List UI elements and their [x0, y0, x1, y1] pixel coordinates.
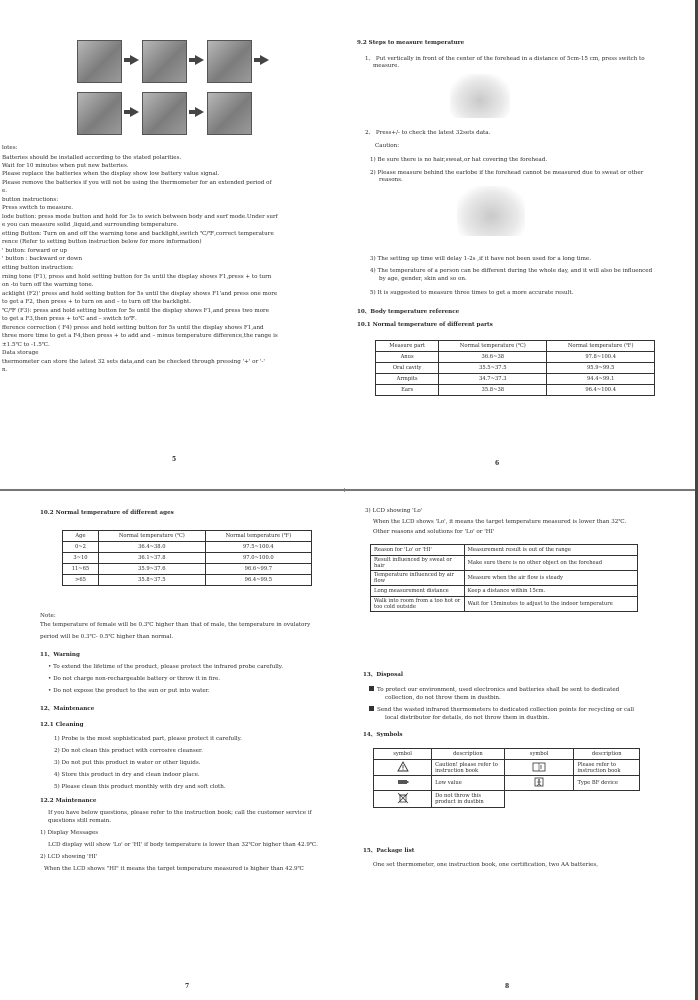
- maintenance-text: LCD display will show 'Lo' or 'HI' if body temperature is lower than 32℃or higher than 42.9℃.: [48, 842, 318, 848]
- step-text: 2、 Press+/- to check the latest 32sets data.: [365, 130, 491, 136]
- table-cell: 35.8~38: [439, 385, 547, 396]
- warning-item: • To extend the lifetime of the product, please protect the infrared probe carefully.: [48, 664, 283, 670]
- table-row: [371, 545, 638, 556]
- spread-separator: [0, 489, 698, 491]
- caution-item: reasons.: [379, 177, 403, 183]
- lo-text: When the LCD shows 'Lo', it means the target temperature measured is lower than 32℃.: [373, 519, 627, 525]
- disposal-item: Send the wasted infrared thermometers to dedicated collection points for recycling or call: [369, 706, 634, 714]
- maintenance-text: If you have below questions, please refer to the instruction book; call the customer service if: [48, 810, 312, 816]
- page-8: [345, 492, 698, 1000]
- lo-hi-reasons-table: [370, 544, 638, 612]
- warning-item: • Do not expose the product to the sun or put into water.: [48, 688, 210, 694]
- table-cell: 94.4~99.1: [547, 374, 655, 385]
- maintenance-text: 2) LCD showing 'HI': [40, 854, 98, 860]
- bf-device-icon: [504, 776, 574, 791]
- table-row: [371, 586, 638, 597]
- battery-step-photo-5: [142, 92, 187, 135]
- battery-step-photo-4: [77, 92, 122, 135]
- table-header: Normal temperature (℃): [98, 531, 205, 542]
- earlobe-measure-illustration: [457, 186, 525, 236]
- sym-description: Do not throw this product in dustbin: [432, 791, 505, 808]
- table-cell: 11~65: [63, 564, 99, 575]
- manual-line: Press switch to measure.: [2, 205, 74, 211]
- table-cell: Measure when the air flow is steady: [464, 571, 637, 586]
- caution-item: 1) Be sure there is no hair,sweat,or hat covering the forehead.: [370, 157, 548, 163]
- page-number: 5: [172, 456, 177, 463]
- instruction-book-icon: [504, 760, 574, 776]
- arrow-right-icon: [195, 107, 204, 117]
- caution-item: 4) The temperature of a person can be different during the whole day, and it will also be influenced: [370, 268, 653, 274]
- manual-line: e you can measure solid ,liquid,and surrounding temperature.: [2, 222, 179, 228]
- table-row: [376, 374, 655, 385]
- table-cell: Wait for 15minutes to adjust to the indoor temperature: [464, 597, 637, 612]
- table-cell: Anus: [376, 352, 439, 363]
- package-list: One set thermometer, one instruction book, one certification, two AA batteries。: [373, 862, 602, 868]
- table-cell: 97.0~100.0: [205, 553, 311, 564]
- manual-line: Please replace the batteries when the display show low battery value signal.: [2, 171, 220, 177]
- arrow-right-icon: [260, 55, 269, 65]
- table-cell: 36.6~38: [439, 352, 547, 363]
- caution-item: 2) Please measure behind the earlobe if the forehead cannot be measured due to sweat or other: [370, 170, 644, 176]
- sym-header: description: [432, 749, 505, 760]
- sym-header: description: [574, 749, 640, 760]
- maintenance-text: When the LCD shows "HI" it means the target temperature measured is higher than 42.9℃: [44, 866, 304, 872]
- manual-line: Data storage: [2, 350, 39, 356]
- table-cell: Make sure there is no other object on the forehead: [464, 556, 637, 571]
- table-cell: 97.8~100.4: [547, 352, 655, 363]
- table-cell: 96.4~100.4: [547, 385, 655, 396]
- manual-line: Wait for 10 minutes when put new batteries.: [2, 163, 129, 169]
- table-cell: 35.5~37.5: [439, 363, 547, 374]
- table-header: Normal temperature (℉): [547, 341, 655, 352]
- cleaning-item: 4) Store this product in dry and clean indoor place.: [54, 772, 200, 778]
- table-row: [376, 352, 655, 363]
- caution-item: 5) It is suggested to measure three times to get a more accurate result.: [370, 290, 574, 296]
- sym-header: symbol: [374, 749, 432, 760]
- manual-line: ℃/℉ (F3): press and hold setting button for 5s until the display shows F1,and press two more: [2, 308, 270, 314]
- battery-step-photo-3: [207, 40, 252, 83]
- table-cell: Temperature influenced by air flow: [371, 571, 465, 586]
- table-cell: 35.8~37.5: [98, 575, 205, 586]
- age-temperature-table: [62, 530, 312, 586]
- manual-line: button instructions:: [2, 197, 59, 203]
- section-heading: 12.2 Maintenance: [40, 798, 97, 804]
- table-cell: Ears: [376, 385, 439, 396]
- table-cell: 96.4~99.5: [205, 575, 311, 586]
- note-text: period will be 0.3℃- 0.5℃ higher than normal.: [40, 634, 174, 640]
- sym-description: Please refer to instruction book: [574, 760, 640, 776]
- sym-header: symbol: [504, 749, 574, 760]
- table-cell: Result influenced by sweat or hair: [371, 556, 465, 571]
- table-header: Normal temperature (℃): [439, 341, 547, 352]
- table-cell: Long measurement distance: [371, 586, 465, 597]
- caution-item: 3) The setting up time will delay 1-2s ,if it have not been used for a long time.: [370, 256, 591, 262]
- page-5: [0, 0, 345, 488]
- disposal-item: local distributor for details, do not throw them in dustbin.: [385, 715, 550, 721]
- lo-text: Other reasons and solutions for 'Lo' or 'HI': [373, 529, 495, 535]
- table-cell: Keep a distance within 15cm.: [464, 586, 637, 597]
- table-row: [63, 575, 312, 586]
- caution-triangle-icon: [374, 760, 432, 776]
- table-header: Age: [63, 531, 99, 542]
- section-heading: 10.2 Normal temperature of different ages: [40, 510, 174, 516]
- sym-description: Caution! please refer to instruction book: [432, 760, 505, 776]
- table-row: [63, 542, 312, 553]
- page-number: 7: [185, 983, 190, 990]
- manual-line: etting Button: Turn on and off the warning tone and backlight,switch ℃/℉,correct temperature: [2, 231, 274, 237]
- page-7: [0, 492, 345, 1000]
- manual-line: Batteries should be installed according to the stated polarities.: [2, 155, 182, 161]
- manual-line: lotes:: [2, 145, 18, 151]
- cleaning-item: 5) Please clean this product monthly with dry and soft cloth.: [54, 784, 226, 790]
- table-cell: 36.1~37.8: [98, 553, 205, 564]
- manual-line: rning tone (F1), press and hold setting button for 5s until the display shows F1,press + to turn: [2, 274, 272, 280]
- table-header: Measure part: [376, 341, 439, 352]
- symbols-table: [373, 748, 640, 808]
- low-battery-icon: [374, 776, 432, 791]
- warning-item: • Do not charge non-rechargeable battery or throw it in fire.: [48, 676, 221, 682]
- manual-line: ' button : backward or down: [2, 256, 83, 262]
- section-heading: 10、Body temperature reference: [357, 309, 460, 315]
- table-cell: 0~2: [63, 542, 99, 553]
- arrow-right-icon: [195, 55, 204, 65]
- note-text: The temperature of female will be 0.3℃ higher than that of male, the temperature in ovulatory: [40, 622, 311, 628]
- section-heading: 12、Maintenance: [40, 706, 95, 712]
- table-cell: 34.7~37.3: [439, 374, 547, 385]
- section-heading: 11、Warning: [40, 652, 80, 658]
- manual-line: to get a F2, then press + to turn on and – to turn off the backlight.: [2, 299, 192, 305]
- manual-line: etting button instruction:: [2, 265, 74, 271]
- manual-line: on -to turn off the warning tone.: [2, 282, 94, 288]
- battery-step-photo-2: [142, 40, 187, 83]
- manual-line: rence (Refer to setting button instruction below for more information): [2, 239, 202, 245]
- manual-line: e.: [2, 188, 8, 194]
- table-row: [376, 363, 655, 374]
- step-text: 1、 Put vertically in front of the center of the forehead in a distance of 5cm-15 cm, press switch to: [365, 56, 645, 62]
- caution-label: Caution:: [375, 143, 400, 149]
- disposal-item: collection, do not throw them in dustbin.: [385, 695, 501, 701]
- table-row: [371, 597, 638, 612]
- table-cell: 36.4~38.0: [98, 542, 205, 553]
- section-heading: 15、Package list: [363, 848, 415, 854]
- arrow-right-icon: [130, 107, 139, 117]
- caution-item: by age, gender, skin and so on.: [379, 276, 467, 282]
- table-cell: Oral cavity: [376, 363, 439, 374]
- section-heading: 12.1 Cleaning: [40, 722, 84, 728]
- section-heading: 14、Symbols: [363, 732, 403, 738]
- forehead-measure-illustration: [450, 74, 510, 118]
- lo-title: 3) LCD showing 'Lo': [365, 508, 423, 514]
- sym-description: Type BF device: [574, 776, 640, 791]
- table-row: [371, 571, 638, 586]
- step-text: measure.: [373, 63, 400, 69]
- manual-line: thermometer can store the latest 32 sets data,and can be checked through pressing '+' or '-': [2, 359, 265, 365]
- crossed-bin-icon: [374, 791, 432, 808]
- table-cell: >65: [63, 575, 99, 586]
- page-6: [345, 0, 698, 488]
- manual-line: to get a F3,then press + to℃ and – switch to℉.: [2, 316, 137, 322]
- cleaning-item: 1) Probe is the most sophisticated part, please protect it carefully.: [54, 736, 242, 742]
- arrow-right-icon: [130, 55, 139, 65]
- battery-step-photo-6: [207, 92, 252, 135]
- maintenance-text: 1) Display Messages: [40, 830, 99, 836]
- section-heading: 9.2 Steps to measure temperature: [357, 40, 465, 46]
- manual-line: n.: [2, 367, 8, 373]
- cleaning-item: 2) Do not clean this product with corrosive cleanser.: [54, 748, 203, 754]
- note-label: Note:: [40, 613, 56, 619]
- table-cell: Measurement result is out of the range: [464, 545, 637, 556]
- table-row: [63, 564, 312, 575]
- table-row: [63, 553, 312, 564]
- section-heading: 10.1 Normal temperature of different parts: [357, 322, 493, 328]
- page-number: 6: [495, 460, 500, 467]
- table-cell: 3~10: [63, 553, 99, 564]
- table-row: [371, 556, 638, 571]
- manual-line: fference correction ( F4) press and hold setting button for 5s until the display shows F1,and: [2, 325, 264, 331]
- manual-line: three more time to get a F4,then press + to add and – minus temperature difference,the range is: [2, 333, 278, 339]
- manual-line: Please remove the batteries if you will not be using the thermometer for an extended period of: [2, 180, 272, 186]
- sym-description: Low value: [432, 776, 505, 791]
- manual-line: ±1.5℃ to -1.5℃.: [2, 342, 50, 348]
- table-cell: Reason for 'Lo' or 'HI': [371, 545, 465, 556]
- table-cell: Armpits: [376, 374, 439, 385]
- page-number: 8: [505, 983, 510, 990]
- table-row: [376, 385, 655, 396]
- manual-line: ' button: forward or up: [2, 248, 67, 254]
- table-cell: 95.9~99.5: [547, 363, 655, 374]
- table-cell: Walk into room from a too hot or too cold outside: [371, 597, 465, 612]
- disposal-item: To protect our environment, used electronics and batteries shall be sent to dedicated: [369, 686, 619, 694]
- battery-step-photo-1: [77, 40, 122, 83]
- maintenance-text: questions still remain.: [48, 818, 112, 824]
- manual-line: acklight (F2)' press and hold setting button for 5s until the display shows F1'and press one more: [2, 291, 278, 297]
- body-part-temperature-table: [375, 340, 655, 396]
- table-cell: 97.5~100.4: [205, 542, 311, 553]
- table-cell: 96.6~99.7: [205, 564, 311, 575]
- table-header: Normal temperature (℉): [205, 531, 311, 542]
- table-cell: 35.9~37.6: [98, 564, 205, 575]
- cleaning-item: 3) Do not put this product in water or other liquids.: [54, 760, 201, 766]
- manual-line: lode button: press mode button and hold for 3s to swich between body and surf mode.Under surf: [2, 214, 278, 220]
- section-heading: 13、Disposal: [363, 672, 404, 678]
